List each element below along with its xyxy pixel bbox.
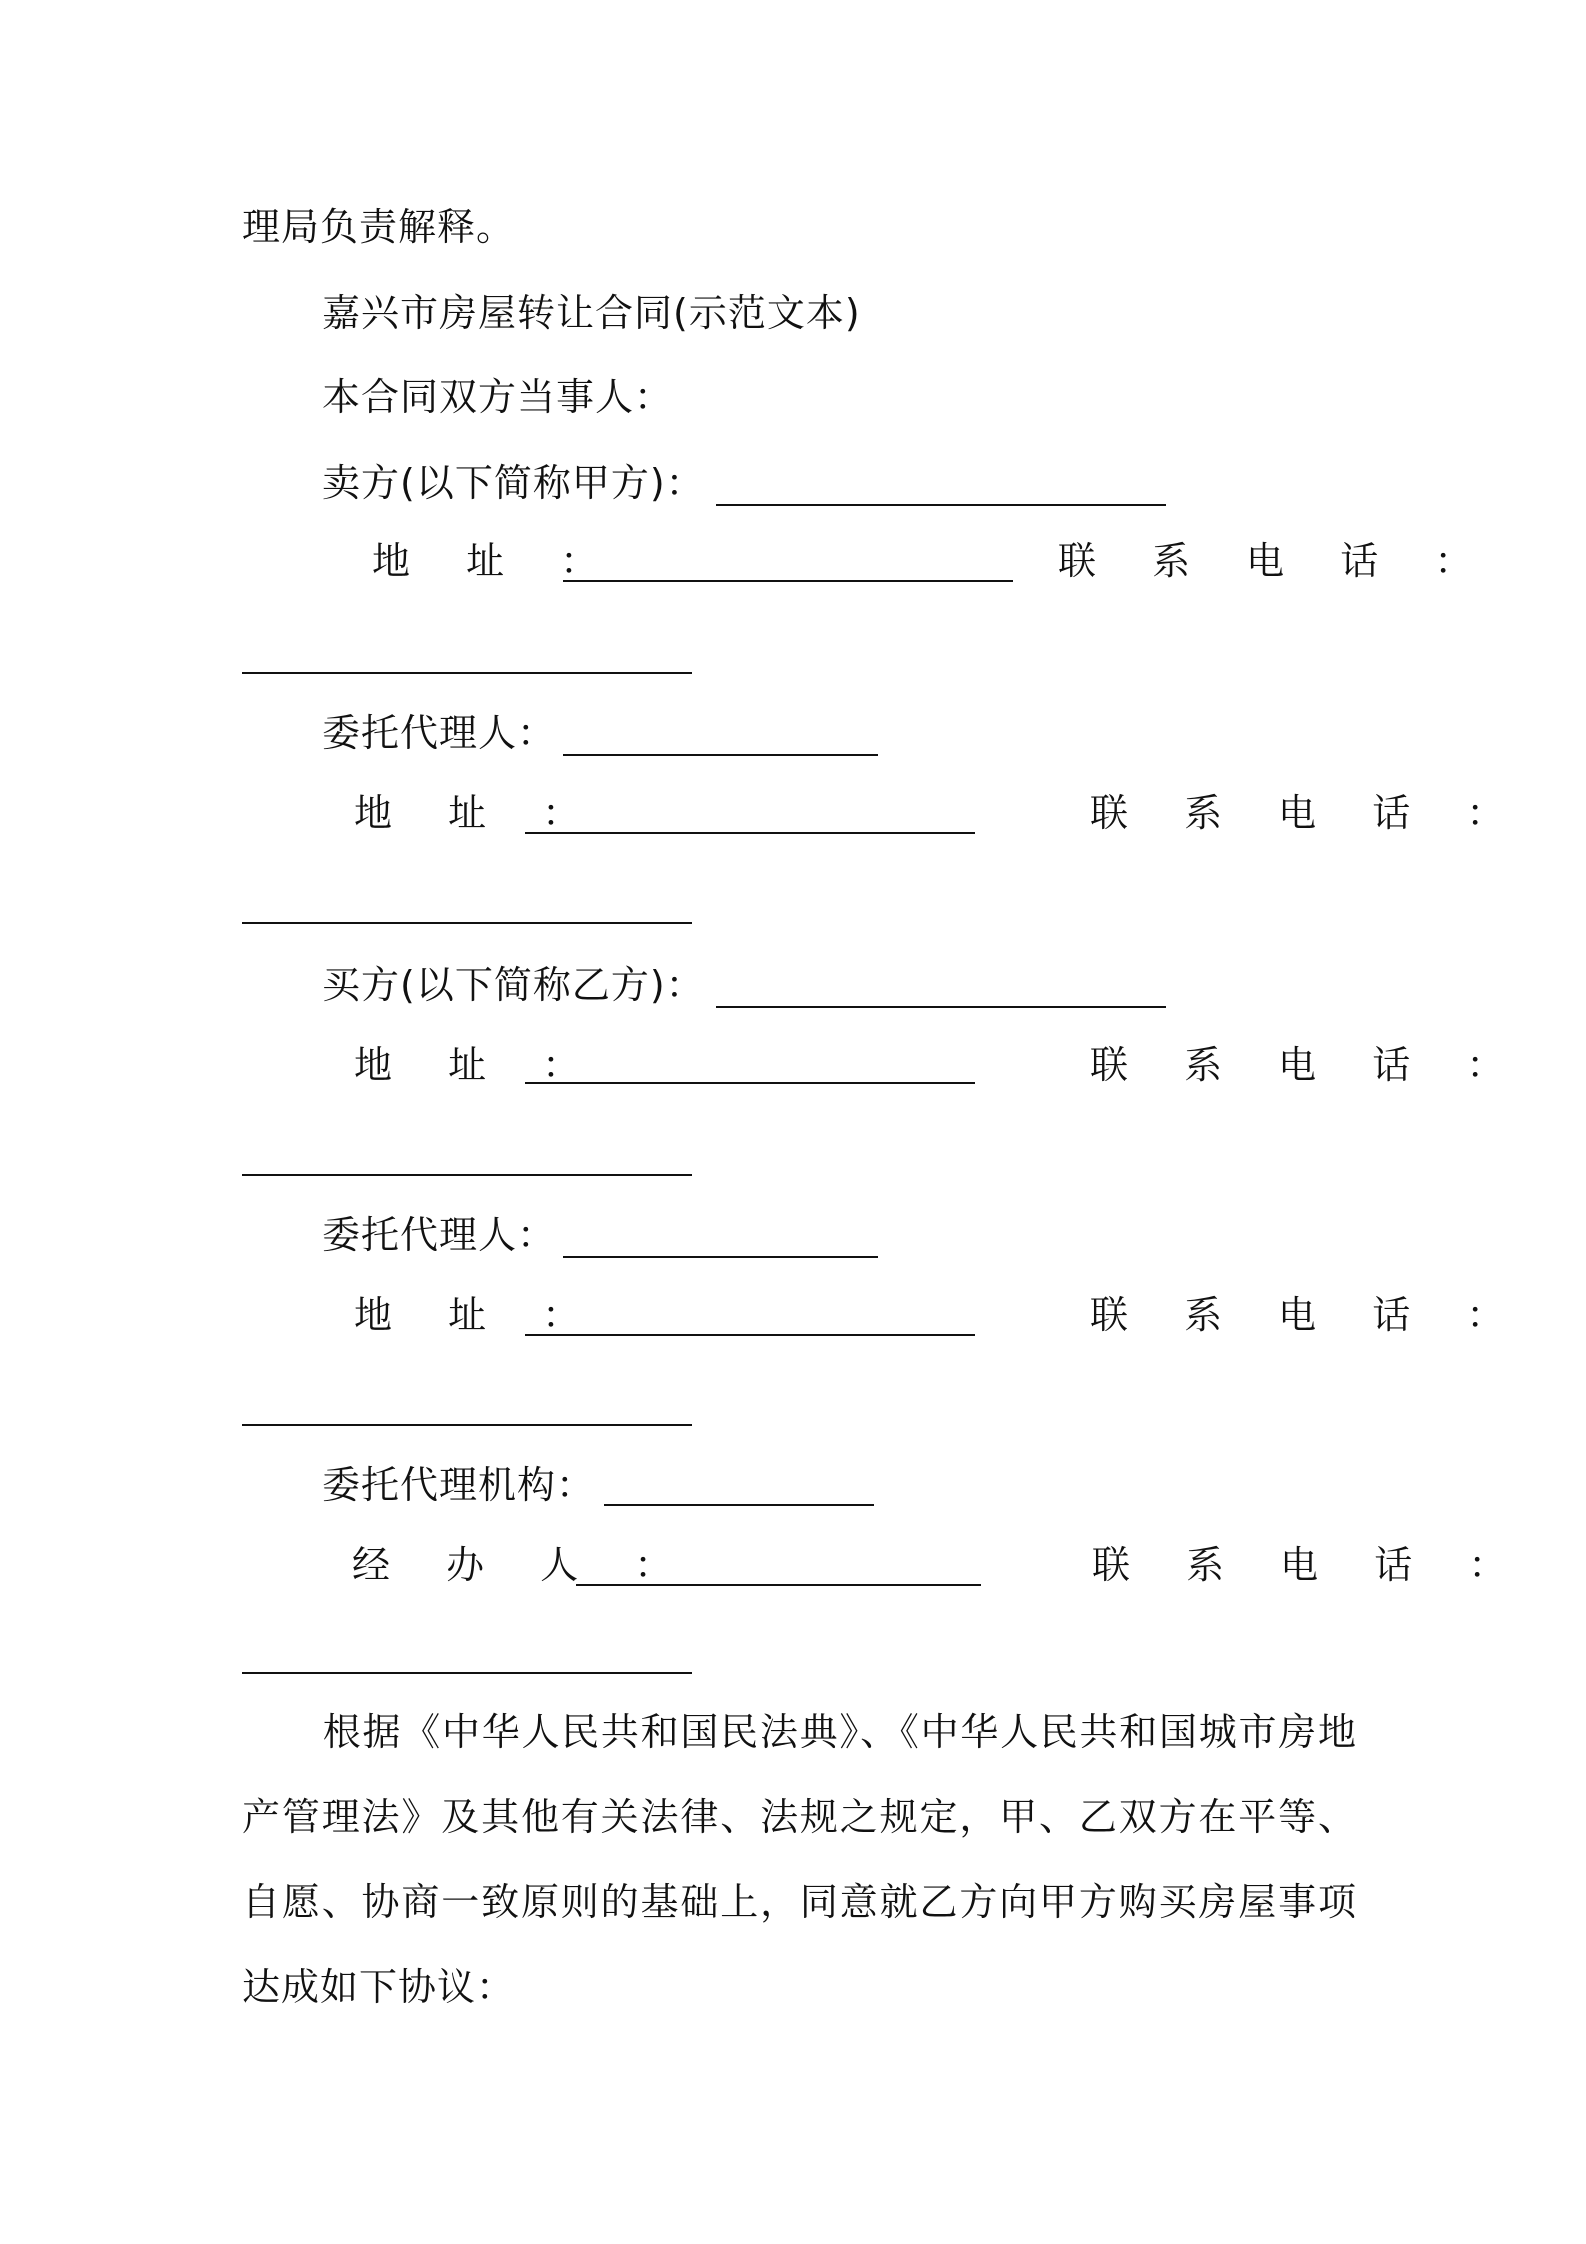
buyer-phone-label: 联 系 电 话 ： [1090,1043,1527,1087]
buyer-agent-name-blank[interactable] [563,1256,878,1258]
buyer-agent-label: 委托代理人： [322,1213,557,1257]
carryover-line: 理局负责解释。 [242,205,516,249]
agency-phone-blank[interactable] [242,1672,692,1674]
seller-agent-address-label: 地 址 ： [354,791,603,835]
buyer-phone-blank[interactable] [242,1174,692,1176]
buyer-address-blank[interactable] [525,1082,975,1084]
agency-label: 委托代理机构： [322,1463,596,1507]
seller-agent-address-blank[interactable] [525,832,975,834]
buyer-label: 买方(以下简称乙方)： [322,963,705,1007]
document-title: 嘉兴市房屋转让合同(示范文本) [322,291,861,335]
seller-agent-label: 委托代理人： [322,711,557,755]
buyer-agent-phone-blank[interactable] [242,1424,692,1426]
agency-handler-blank[interactable] [576,1584,981,1586]
seller-agent-phone-label: 联 系 电 话 ： [1090,791,1527,835]
seller-address-label: 地 址 ： [372,539,621,583]
buyer-address-label: 地 址 ： [354,1043,603,1087]
agency-phone-label: 联 系 电 话 ： [1092,1543,1529,1587]
seller-phone-label: 联 系 电 话 ： [1058,539,1495,583]
seller-agent-name-blank[interactable] [563,754,878,756]
buyer-agent-phone-label: 联 系 电 话 ： [1090,1293,1527,1337]
seller-name-blank[interactable] [716,504,1166,506]
buyer-agent-address-blank[interactable] [525,1334,975,1336]
agency-handler-label: 经 办 人 ： [352,1543,695,1587]
seller-agent-phone-blank[interactable] [242,922,692,924]
buyer-agent-address-label: 地 址 ： [354,1293,603,1337]
seller-phone-blank[interactable] [242,672,692,674]
preamble-paragraph [242,1690,1357,2030]
preamble-text: 根据《中华人民共和国民法典》、《中华人民共和国城市房地产管理法》及其他有关法律、法规之规定，甲、乙双方在平等、自愿、协商一致原则的基础上，同意就乙方向甲方购买房屋事项达成如下协议： [242,1710,1357,2009]
buyer-name-blank[interactable] [716,1006,1166,1008]
parties-intro: 本合同双方当事人： [322,375,674,419]
seller-label: 卖方(以下简称甲方)： [322,461,705,505]
agency-name-blank[interactable] [604,1504,874,1506]
seller-address-blank[interactable] [563,580,1013,582]
